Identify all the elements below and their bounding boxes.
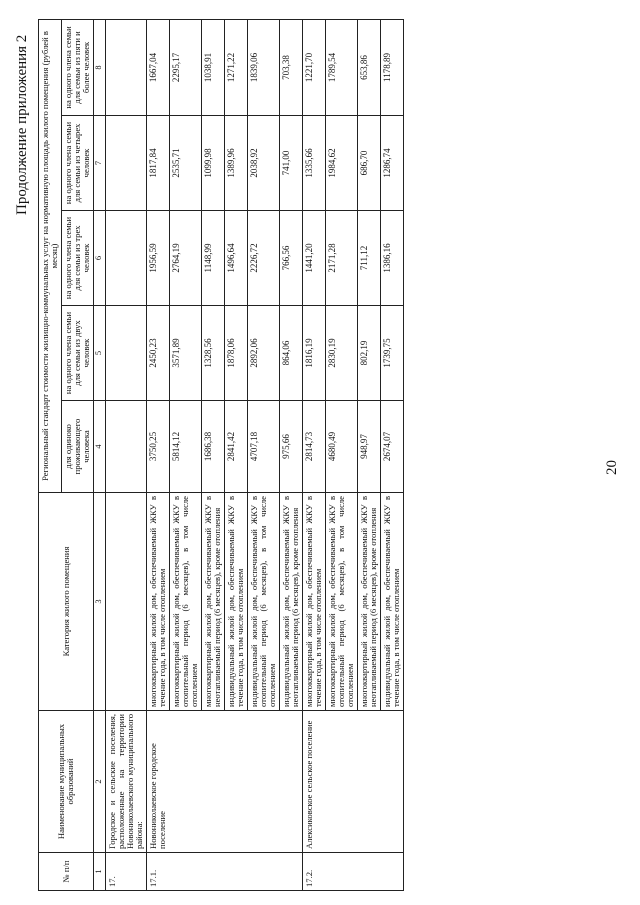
value-cell: 2226,72 xyxy=(248,211,280,306)
page-number: 20 xyxy=(604,460,620,475)
value-cell: 1441,20 xyxy=(303,211,326,306)
value-cell: 4707,18 xyxy=(248,401,280,493)
value-cell: 2764,19 xyxy=(169,211,201,306)
category-cell: индивидуальный жилой дом, обеспечиваемый ЖКУ в отопительный период (6 месяцев), в том числе отоплением xyxy=(248,493,280,711)
value-cell: 1178,89 xyxy=(381,19,404,115)
value-cell: 2841,42 xyxy=(225,401,248,493)
category-cell: индивидуальный жилой дом, обеспечиваемый ЖКУ в течение года, в том числе отоплением xyxy=(225,493,248,711)
value-cell: 1789,54 xyxy=(326,19,358,115)
value-cell: 2535,71 xyxy=(169,116,201,211)
category-cell: индивидуальный жилой дом, обеспечиваемый ЖКУ в неотапливаемый период (6 месяцев), кроме отопления xyxy=(280,493,303,711)
value-cell: 864,06 xyxy=(280,306,303,401)
continuation-label: Продолжение приложения 2 xyxy=(14,34,30,215)
value-cell: 741,00 xyxy=(280,116,303,211)
value-cell: 5814,12 xyxy=(169,401,201,493)
value-cell: 1817,84 xyxy=(146,116,169,211)
value-cell: 1286,74 xyxy=(381,116,404,211)
value-cell: 1335,66 xyxy=(303,116,326,211)
subheader: на одного члена семьи для семьи из четырех человек xyxy=(62,116,94,211)
column-number: 6 xyxy=(94,211,106,306)
group-number: 17. xyxy=(105,853,146,891)
section-name: Алексиковское сельское поселение xyxy=(303,711,404,853)
table-row xyxy=(303,19,326,890)
value-cell: 1496,64 xyxy=(225,211,248,306)
table-row xyxy=(146,19,169,890)
value-cell: 1984,62 xyxy=(326,116,358,211)
value-cell: 1328,56 xyxy=(202,306,225,401)
value-cell: 2814,73 xyxy=(303,401,326,493)
value-cell: 1099,98 xyxy=(202,116,225,211)
value-cell: 1038,91 xyxy=(202,19,225,115)
column-number: 1 xyxy=(94,853,106,891)
value-cell: 3750,25 xyxy=(146,401,169,493)
section-number: 17.1. xyxy=(146,853,302,891)
category-cell: многоквартирный жилой дом, обеспечиваемый ЖКУ в течение года, в том числе отоплением xyxy=(303,493,326,711)
value-cell: 2295,17 xyxy=(169,19,201,115)
value-cell: 1667,04 xyxy=(146,19,169,115)
value-cell: 4680,49 xyxy=(326,401,358,493)
category-cell: многоквартирный жилой дом, обеспечиваемый ЖКУ в неотапливаемый период (6 месяцев), кроме отопления xyxy=(358,493,381,711)
subheader: для одиноко проживающего человека xyxy=(62,401,94,493)
column-numbers-row xyxy=(94,19,106,890)
value-cell: 2674,07 xyxy=(381,401,404,493)
value-cell: 686,70 xyxy=(358,116,381,211)
section-name: Новониколаевское городское поселение xyxy=(146,711,302,853)
value-cell: 766,56 xyxy=(280,211,303,306)
header-row xyxy=(39,19,62,890)
value-cell: 3571,89 xyxy=(169,306,201,401)
value-cell: 2830,19 xyxy=(326,306,358,401)
subheader: на одного члена семьи для семьи из трех человек xyxy=(62,211,94,306)
value-cell: 948,97 xyxy=(358,401,381,493)
col-name-header: Наименование муниципальных образований xyxy=(39,711,94,853)
value-cell: 2171,28 xyxy=(326,211,358,306)
value-cell: 1956,59 xyxy=(146,211,169,306)
category-cell: многоквартирный жилой дом, обеспечиваемый ЖКУ в отопительный период (6 месяцев), в том числе отоплением xyxy=(169,493,201,711)
column-number: 7 xyxy=(94,116,106,211)
category-cell: многоквартирный жилой дом, обеспечиваемый ЖКУ в неотапливаемый период (6 месяцев), кроме отопления xyxy=(202,493,225,711)
value-cell: 1221,70 xyxy=(303,19,326,115)
value-cell: 711,12 xyxy=(358,211,381,306)
section-number: 17.2. xyxy=(303,853,404,891)
value-cell: 2038,92 xyxy=(248,116,280,211)
column-number: 4 xyxy=(94,401,106,493)
value-cell: 1878,06 xyxy=(225,306,248,401)
category-cell: многоквартирный жилой дом, обеспечиваемый ЖКУ в отопительный период (6 месяцев), в том числе отоплением xyxy=(326,493,358,711)
value-cell: 653,86 xyxy=(358,19,381,115)
value-cell: 802,19 xyxy=(358,306,381,401)
value-cell: 1271,22 xyxy=(225,19,248,115)
value-cell: 975,66 xyxy=(280,401,303,493)
tariff-table xyxy=(38,19,404,891)
value-cell: 1816,19 xyxy=(303,306,326,401)
column-number: 2 xyxy=(94,711,106,853)
value-cell: 1839,06 xyxy=(248,19,280,115)
value-cell: 2450,23 xyxy=(146,306,169,401)
col-no-header: № п/п xyxy=(39,853,94,891)
category-cell: многоквартирный жилой дом, обеспечиваемый ЖКУ в течение года, в том числе отоплением xyxy=(146,493,169,711)
value-cell: 1386,16 xyxy=(381,211,404,306)
subheader: на одного члена семьи для семьи из пяти и более человек xyxy=(62,19,94,115)
col-category-header: Категория жилого помещения xyxy=(39,493,94,711)
col-standard-header: Региональный стандарт стоимости жилищно-коммунальных услуг на нормативную площадь жилого помещения (рублей в месяц) xyxy=(39,19,62,492)
value-cell: 703,38 xyxy=(280,19,303,115)
column-number: 3 xyxy=(94,493,106,711)
column-number: 5 xyxy=(94,306,106,401)
value-cell: 2892,06 xyxy=(248,306,280,401)
value-cell: 1686,38 xyxy=(202,401,225,493)
group-name: Городское и сельские поселения, расположенные на территории Новониколаевского муниципального района: xyxy=(105,711,146,853)
value-cell: 1148,99 xyxy=(202,211,225,306)
value-cell: 1389,96 xyxy=(225,116,248,211)
subheader: на одного члена семьи для семьи из двух человек xyxy=(62,306,94,401)
category-cell: индивидуальный жилой дом, обеспечиваемый ЖКУ в течение года, в том числе отоплением xyxy=(381,493,404,711)
group-row xyxy=(105,19,146,890)
column-number: 8 xyxy=(94,19,106,115)
value-cell: 1739,75 xyxy=(381,306,404,401)
